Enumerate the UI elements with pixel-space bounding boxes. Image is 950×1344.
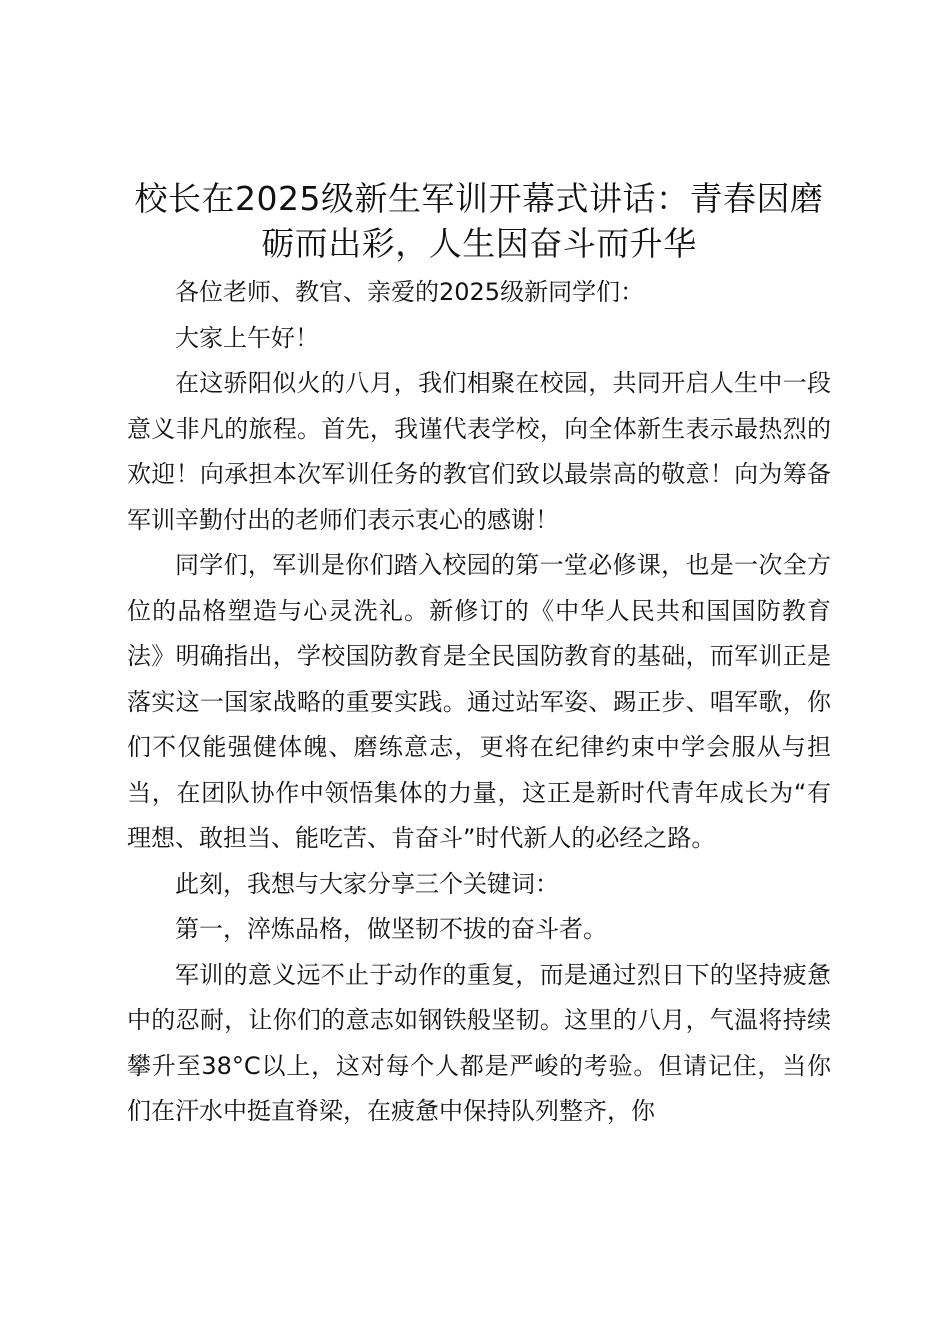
military-training-paragraph: 同学们，军训是你们踏入校园的第一堂必修课，也是一次全方位的品格塑造与心灵洗礼。新修订的《中华人民共和国国防教育法》明确指出，学校国防教育是全民国防教育的基础，而军训正是落实这一国家战略的重要实践。通过站军姿、踢正步、唱军歌，你们不仅能强健体魄、磨练意志，更将在纪律约束中学会服从与担当，在团队协作中领悟集体的力量，这正是新时代青年成长为“有理想、敢担当、能吃苦、肯奋斗”时代新人的必经之路。 <box>127 551 831 852</box>
salutation-paragraph: 各位老师、教官、亲爱的2025级新同学们： <box>175 278 645 306</box>
document-body <box>127 270 831 1135</box>
welcome-paragraph: 在这骄阳似火的八月，我们相聚在校园，共同开启人生中一段意义非凡的旅程。首先，我谨代表学校，向全体新生表示最热烈的欢迎！向承担本次军训任务的教官们致以最崇高的敬意！向为筹备军训辛勤付出的老师们表示衷心的感谢！ <box>127 369 831 534</box>
keywords-intro-paragraph: 此刻，我想与大家分享三个关键词： <box>175 869 559 898</box>
document-title: 校长在2025级新生军训开幕式讲话：青春因磨砺而出彩，人生因奋斗而升华 <box>134 179 824 263</box>
greeting-paragraph: 大家上午好！ <box>175 323 319 352</box>
perseverance-paragraph: 军训的意义远不止于动作的重复，而是通过烈日下的坚持疲惫中的忍耐，让你们的意志如钢铁般坚韧。这里的八月，气温将持续攀升至38°C以上，这对每个人都是严峻的考验。但请记住，当你们在汗水中挺直脊梁，在疲惫中保持队列整齐，你 <box>127 960 831 1125</box>
document-page <box>127 176 831 1135</box>
first-keyword-paragraph: 第一，淬炼品格，做坚韧不拔的奋斗者。 <box>175 915 607 943</box>
